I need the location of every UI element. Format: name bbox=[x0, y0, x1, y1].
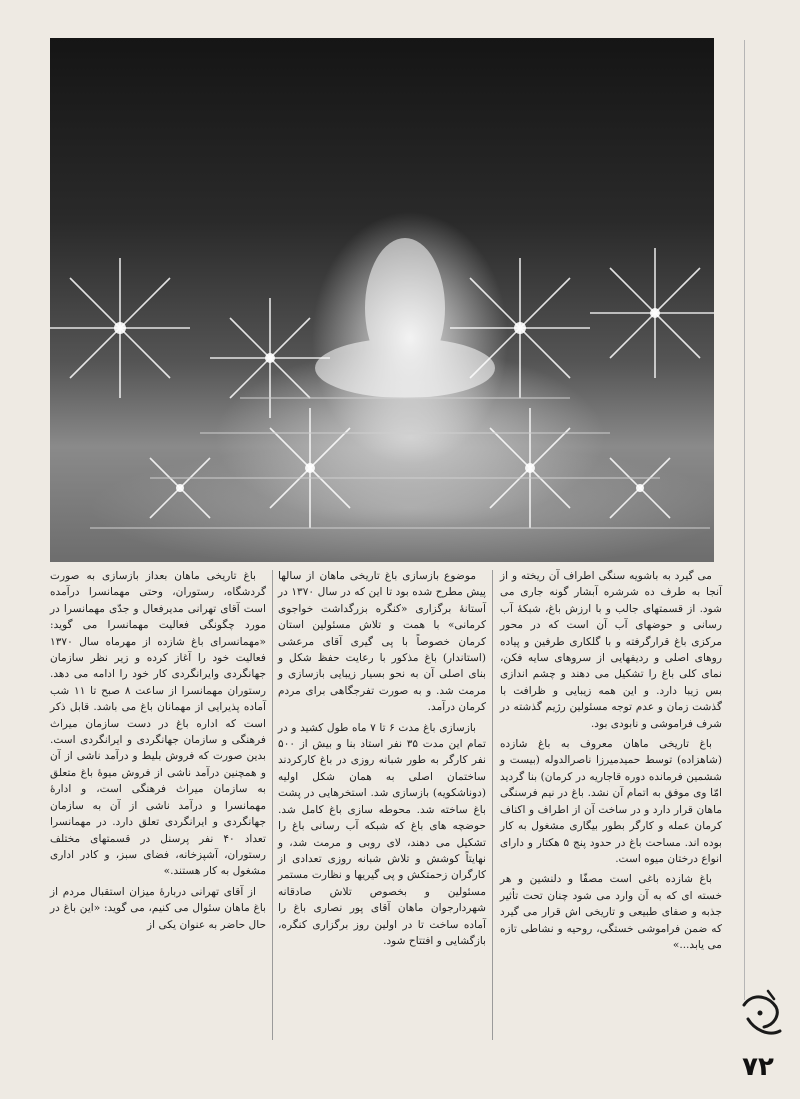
calligraphy-logo-icon bbox=[738, 985, 786, 1045]
paragraph: از آقای تهرانی دربارهٔ میزان استقبال مردم از باغ ماهان سئوال می کنیم، می گوید: «این باغ در حال حاضر به عنوان یکی از bbox=[50, 885, 266, 931]
margin-rule bbox=[744, 40, 745, 1000]
sparkle-lights-icon bbox=[50, 38, 714, 562]
text-column-middle bbox=[278, 568, 486, 953]
paragraph: باغ شازده باغی است مصفّا و دلنشین و هر خسته ای که به آن وارد می شود چنان تحت تأثیر جذبه و صفای طبیعی و تاریخی اش قرار می گیرد که ضمن فراموشی خستگی، روحیه و نشاطی تازه می یابد...» bbox=[500, 873, 722, 951]
column-divider bbox=[272, 570, 273, 1040]
magazine-logo bbox=[738, 985, 786, 1045]
paragraph: بازسازی باغ مدت ۶ تا ۷ ماه طول کشید و در تمام این مدت ۳۵ نفر استاد بنا و بیش از ۵۰۰ نفر کارگر به طور شبانه روزی در باغ کارکردند ساختمان اصلی به همان شکل اولیه (دوناشکویه) بازسازی شد. استخرهایی در پشت باغ ساخته شد. محوطه سازی باغ کامل شد. حوضچه های باغ که شبکه آب رسانی باغ را تشکیل می دهند، لای روبی و مرمت شد، و نهایتاً کوشش و تلاش شبانه روزی تعدادی از کارگران زحمتکش و پی گیریها و نظارت مستمر مسئولین و بخصوص تلاش صادقانه شهردارجوان ماهان آقای پور نصاری باغ را آماده ساخت تا در اولین روز برگزاری کنگره، بازگشایی و افتتاح شود. bbox=[278, 721, 486, 947]
paragraph: موضوع بازسازی باغ تاریخی ماهان از سالها پیش مطرح شده بود تا این که در سال ۱۳۷۰ در آستانهٔ برگزاری «کنگره بزرگداشت خواجوی کرمانی» با همت و تلاش مسئولین استان کرمان خصوصاً با پی گیری آقای مرعشی (استاندار) باغ مذکور با رعایت حفظ شکل و بنای اصلی آن به نحو بسیار زیبایی بازسازی و مرمت شد. و به صورت تفرجگاهی برای مردم کرمان درآمد. bbox=[278, 570, 486, 714]
paragraph: باغ تاریخی ماهان معروف به باغ شازده (شاهزاده) توسط حمیدمیرزا ناصرالدوله (بیست و ششمین فرمانده دوره قاجاریه در کرمان) بنا گردید امّا وی موفق به اتمام آن نشد. باغ در نیم فرسنگی ماهان قرار دارد و در ساخت آن از اطراف و اکناف کرمان عمله و کارگر بطور بیگاری مشغول به کار بوده اند. مساحت باغ در حدود پنج ۵ هکتار و دارای انواع درختان میوه است. bbox=[500, 738, 722, 865]
fountain-photo bbox=[50, 38, 714, 562]
page-number: ۷۲ bbox=[742, 1052, 774, 1082]
paragraph: باغ تاریخی ماهان بعداز بازسازی به صورت گردشگاه، رستوران، وحتی مهمانسرا درآمده است آقای تهرانی مدیرفعال و جدّی مهمانسرا در مورد چگونگی فعالیت مهمانسرا می گوید: «مهمانسرای باغ شازده از مهرماه سال ۱۳۷۰ فعالیت خود را آغاز کرده و زیر نظر سازمان جهانگردی وایرانگردی کار خود را ادامه می دهد. رستوران مهمانسرا از ساعت ۸ صبح تا ۱۱ شب آماده پذیرایی از مهمانان باغ می باشد. قابل ذکر است که اداره باغ در دست سازمان میراث فرهنگی و سازمان جهانگردی و ایرانگردی است. بدین صورت که فروش بلیط و درآمد ناشی از آن و همچنین درآمد ناشی از فروش میوهٔ باغ متعلق به سازمان میراث فرهنگی است، و ادارهٔ مهمانسرا و درآمد ناشی از آن به سازمان جهانگردی و ایرانگردی تعلق دارد. در مهمانسرا تعداد ۴۰ نفر پرسنل در قسمتهای مختلف رستوران، آشپزخانه، فضای سبز، و کادر اداری مشغول به کار هستند.» bbox=[50, 570, 267, 878]
text-column-right bbox=[500, 568, 722, 957]
column-divider bbox=[492, 570, 493, 1040]
text-column-left bbox=[50, 568, 266, 937]
paragraph: می گیرد به باشویه سنگی اطراف آن ریخته و از آنجا به طرف ده شرشره آبشار گونه جاری می شود. از قسمتهای جالب و با ارزش باغ، شبکهٔ آب رسانی و حوضهای آب آن است که در محور مرکزی باغ قرارگرفته و با گلکاری طرفین و پیاده روهای اصلی و ردیفهایی از سروهای سایه فکن، نمای کلی باغ را تشکیل می دهند و چشم اندازی بس زیبا دارد. و این همه زیبایی و ظرافت با گذشت زمان و عدم توجه مسئولین رژیم گذشته در شرف فراموشی و نابودی بود. bbox=[500, 570, 722, 730]
